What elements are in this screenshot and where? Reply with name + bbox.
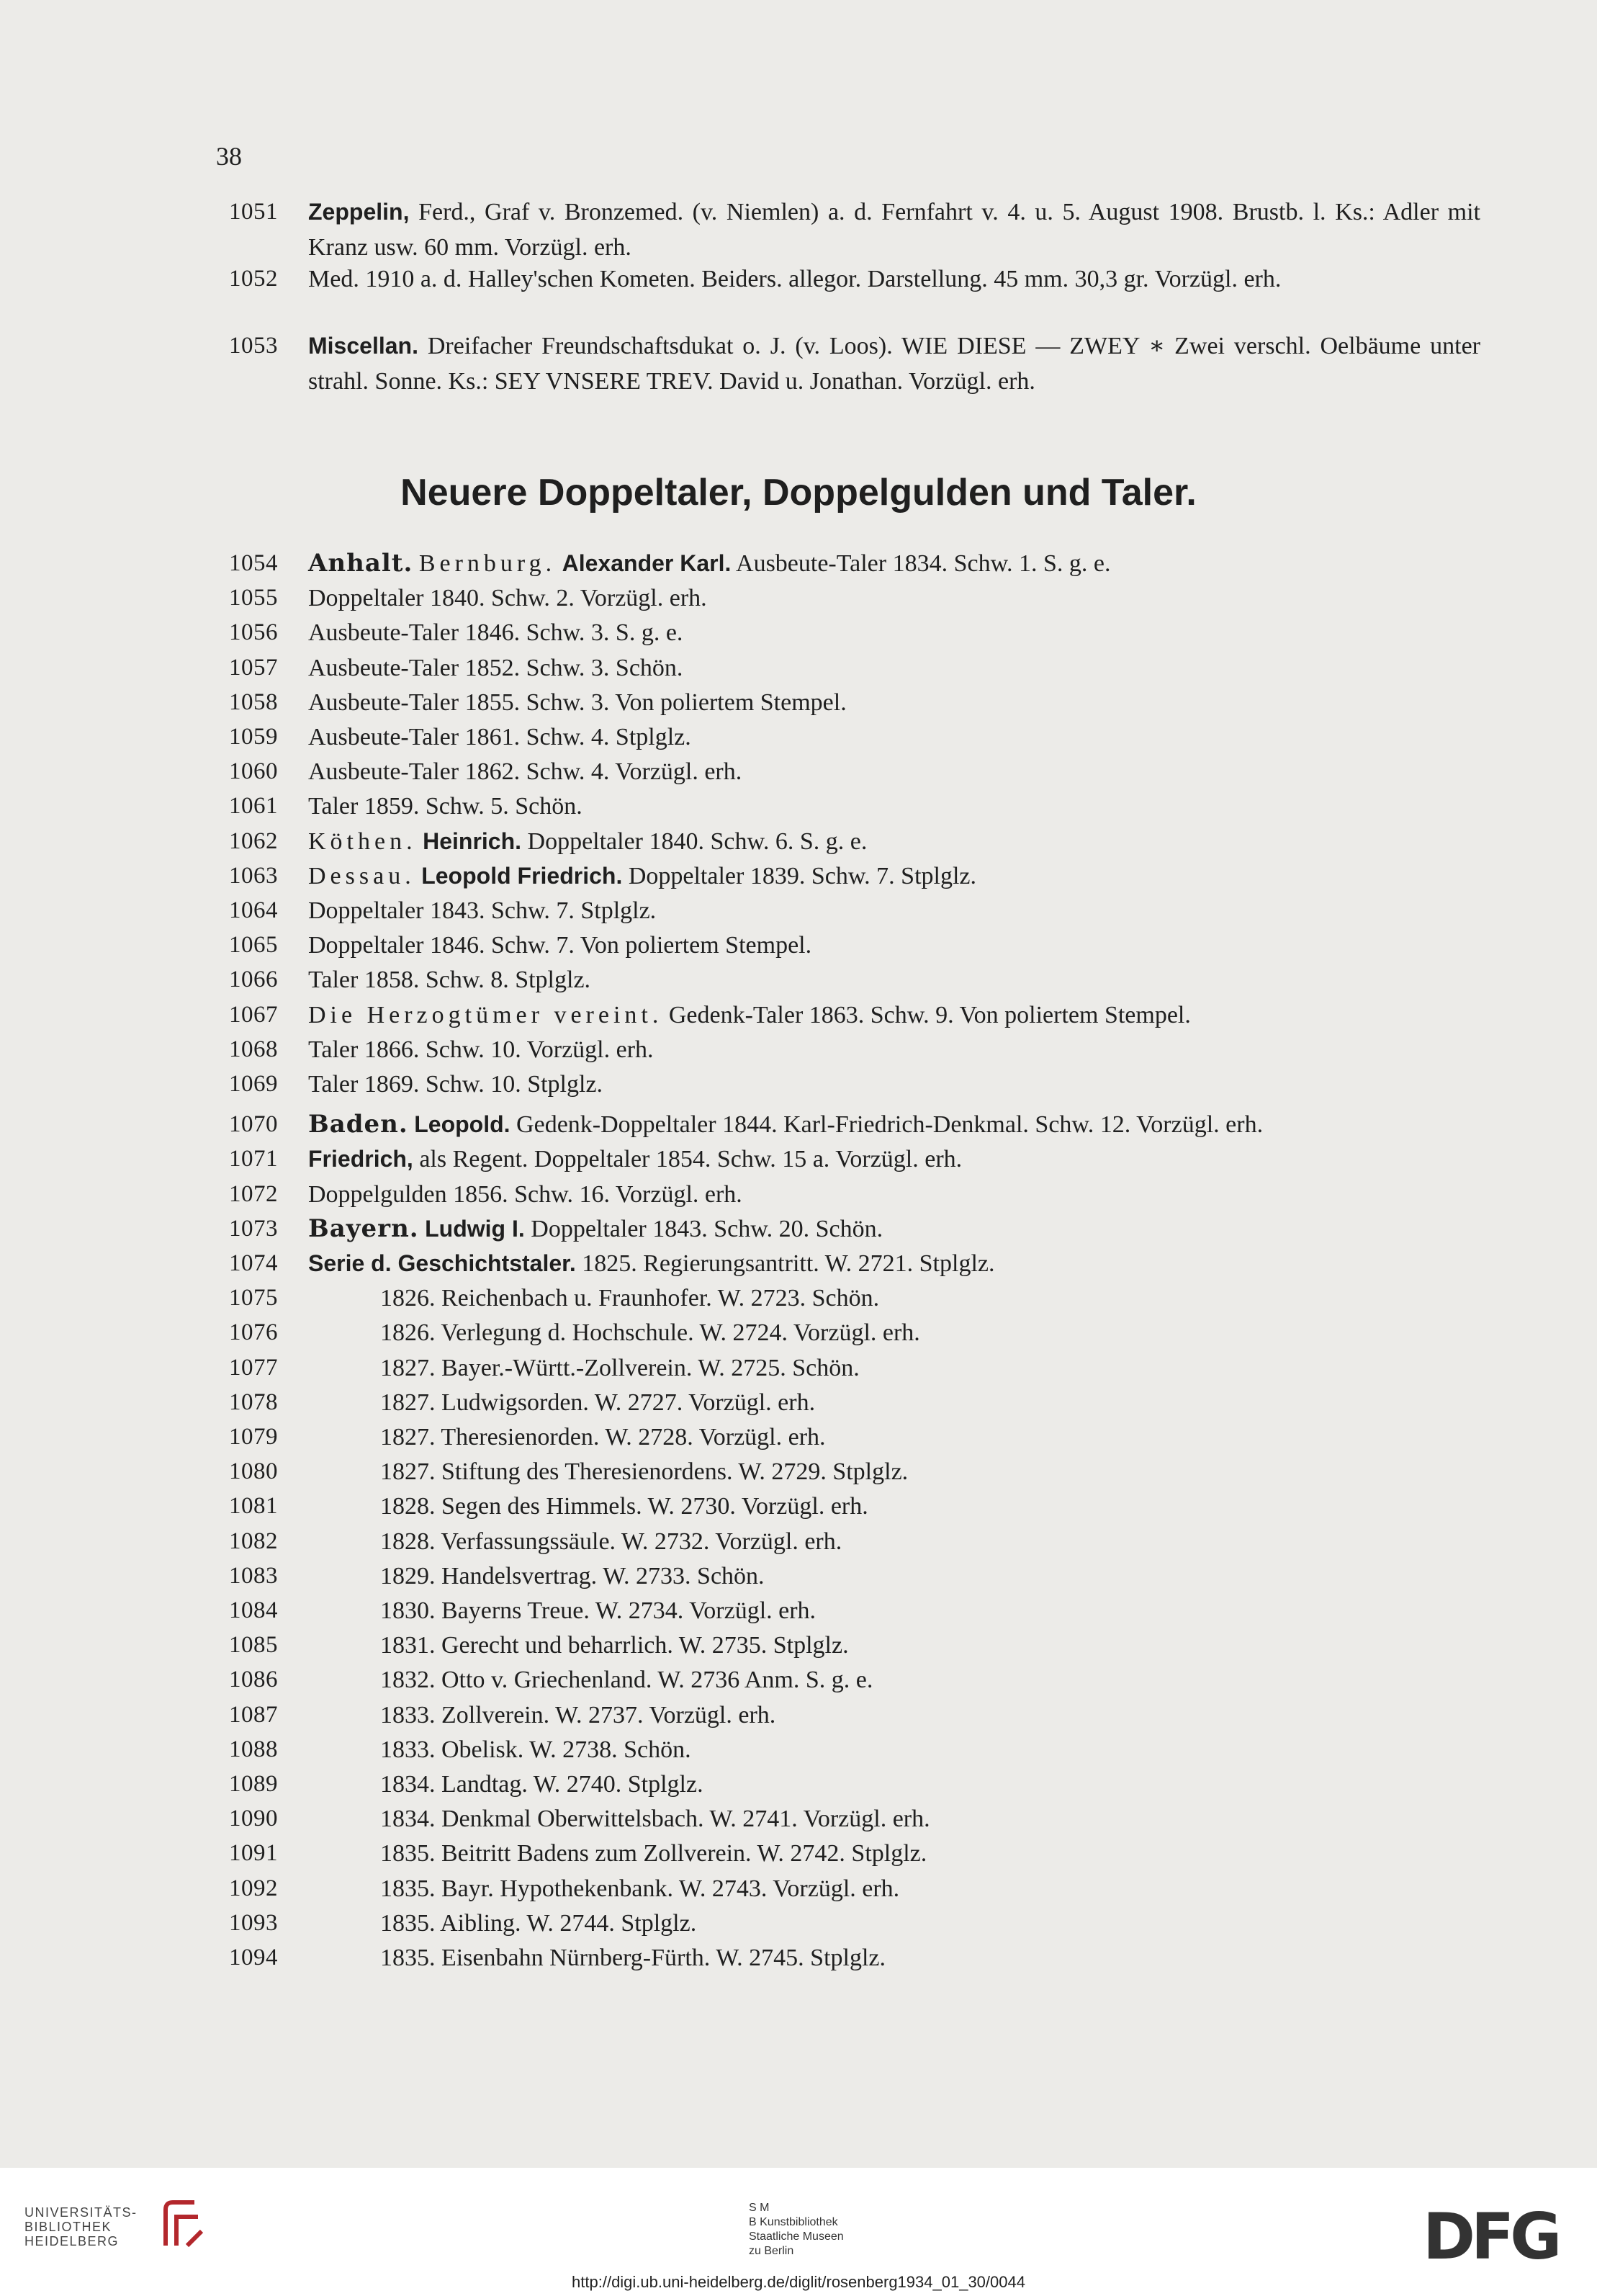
lot-text: 1835. Bayr. Hypothekenbank. W. 2743. Vorzügl. erh. <box>380 1875 900 1902</box>
lot-text: 1830. Bayerns Treue. W. 2734. Vorzügl. erh. <box>380 1597 817 1624</box>
lot-description <box>380 1628 1480 1663</box>
lot-number: 1056 <box>229 619 278 645</box>
lot-text: Taler 1859. Schw. 5. Schön. <box>308 793 582 820</box>
lot-number: 1076 <box>229 1319 278 1345</box>
lot-description <box>308 928 1480 963</box>
lot-description <box>308 1067 1480 1102</box>
lot-text: Gedenk-Doppeltaler 1844. Karl-Friedrich-Denkmal. Schw. 12. Vorzügl. erh. <box>510 1111 1264 1138</box>
state-heading: Baden. <box>308 1110 408 1139</box>
lot-description <box>380 1454 1480 1489</box>
lot-number: 1058 <box>229 689 278 715</box>
lot-number: 1083 <box>229 1563 278 1589</box>
lot-number: 1073 <box>229 1216 278 1242</box>
ruler-heading: Miscellan. <box>308 333 418 359</box>
lot-description <box>380 1732 1480 1767</box>
lot-number: 1065 <box>229 932 278 958</box>
lot-number: 1071 <box>229 1146 278 1172</box>
lot-number: 1069 <box>229 1071 278 1097</box>
lot-number: 1090 <box>229 1806 278 1831</box>
lot-description <box>308 1032 1480 1067</box>
lot-text: Doppeltaler 1839. Schw. 7. Stplglz. <box>622 863 976 889</box>
lot-description <box>308 546 1480 581</box>
footer-bar <box>0 2168 1597 2296</box>
lot-number: 1080 <box>229 1458 278 1484</box>
ruler-heading: Leopold. <box>414 1111 510 1137</box>
dfg-logo[interactable]: DFG <box>1423 2199 1558 2274</box>
lot-text: Doppeltaler 1840. Schw. 6. S. g. e. <box>521 828 868 855</box>
lot-description <box>308 328 1480 399</box>
lot-number: 1055 <box>229 585 278 611</box>
lot-number: 1072 <box>229 1181 278 1207</box>
lot-text: 1835. Beitritt Badens zum Zollverein. W. 2742. Stplglz. <box>380 1840 927 1867</box>
lot-text: 1827. Theresienorden. W. 2728. Vorzügl. erh. <box>380 1424 826 1450</box>
heidelberg-logo-icon <box>158 2195 209 2253</box>
lot-description <box>380 1524 1480 1559</box>
lot-text: 1826. Verlegung d. Hochschule. W. 2724. Vorzügl. erh. <box>380 1319 920 1346</box>
lot-description <box>380 1559 1480 1594</box>
lot-number: 1077 <box>229 1355 278 1381</box>
lot-text: Ausbeute-Taler 1846. Schw. 3. S. g. e. <box>308 619 683 646</box>
lot-text: 1834. Denkmal Oberwittelsbach. W. 2741. Vorzügl. erh. <box>380 1806 930 1832</box>
lot-number: 1059 <box>229 724 278 750</box>
lot-description <box>380 1871 1480 1906</box>
lot-text: Ausbeute-Taler 1862. Schw. 4. Vorzügl. erh. <box>308 758 742 785</box>
lot-text: 1825. Regierungsantritt. W. 2721. Stplglz. <box>575 1250 995 1277</box>
lot-text: Taler 1869. Schw. 10. Stplglz. <box>308 1071 603 1098</box>
lot-text: 1827. Bayer.-Württ.-Zollverein. W. 2725. Schön. <box>380 1355 860 1381</box>
lot-number: 1089 <box>229 1771 278 1797</box>
ruler-heading: Zeppelin, <box>308 199 410 225</box>
lot-description <box>308 893 1480 928</box>
lot-text: 1835. Aibling. W. 2744. Stplglz. <box>380 1910 697 1937</box>
lot-description <box>380 1836 1480 1871</box>
lot-text: Dreifacher Freundschaftsdukat o. J. (v. Loos). WIE DIESE — ZWEY ∗ Zwei verschl. Oelbäume unter strahl. Sonne. Ks.: SEY VNSERE TREV. David u. Jonathan. Vorzügl. erh. <box>308 333 1480 395</box>
lot-description <box>308 962 1480 997</box>
line-heading: Bernburg. <box>418 550 557 577</box>
lot-description <box>380 1385 1480 1420</box>
lot-number: 1081 <box>229 1493 278 1519</box>
lot-number: 1066 <box>229 967 278 992</box>
lot-text: als Regent. Doppeltaler 1854. Schw. 15 a. Vorzügl. erh. <box>413 1146 963 1172</box>
heidelberg-library-name: UNIVERSITÄTS- BIBLIOTHEK HEIDELBERG <box>24 2205 138 2248</box>
lot-number: 1062 <box>229 828 278 854</box>
lot-description <box>380 1420 1480 1455</box>
lot-number: 1052 <box>229 266 278 292</box>
source-url-link[interactable]: http://digi.ub.uni-heidelberg.de/diglit/rosenberg1934_01_30/0044 <box>572 2273 1025 2291</box>
lot-number: 1091 <box>229 1840 278 1866</box>
lot-number: 1093 <box>229 1910 278 1936</box>
lot-description <box>308 194 1480 265</box>
smb-kunstbibliothek-logo[interactable]: S M B Kunstbibliothek Staatliche Museen zu Berlin <box>749 2202 844 2257</box>
lot-description <box>380 1698 1480 1733</box>
lot-text: 1832. Otto v. Griechenland. W. 2736 Anm. S. g. e. <box>380 1667 873 1693</box>
lot-description <box>380 1489 1480 1524</box>
lot-description <box>308 1246 1480 1281</box>
lot-number: 1092 <box>229 1875 278 1901</box>
lot-number: 1057 <box>229 655 278 681</box>
lot-description <box>308 789 1480 824</box>
lot-description <box>308 719 1480 755</box>
lot-description <box>308 1211 1480 1247</box>
lot-number: 1094 <box>229 1945 278 1970</box>
section-title: Neuere Doppeltaler, Doppelgulden und Taler. <box>400 472 1197 514</box>
lot-text: 1828. Segen des Himmels. W. 2730. Vorzügl. erh. <box>380 1493 868 1520</box>
lot-number: 1070 <box>229 1111 278 1137</box>
lot-number: 1085 <box>229 1632 278 1658</box>
lot-number: 1078 <box>229 1389 278 1415</box>
lot-text: Med. 1910 a. d. Halley'schen Kometen. Beiders. allegor. Darstellung. 45 mm. 30,3 gr. Vorzügl. erh. <box>308 266 1282 292</box>
lot-number: 1074 <box>229 1250 278 1276</box>
state-heading: Anhalt. <box>308 549 413 578</box>
lot-number: 1061 <box>229 793 278 819</box>
lot-text: 1827. Stiftung des Theresienordens. W. 2729. Stplglz. <box>380 1458 909 1485</box>
lot-number: 1087 <box>229 1702 278 1728</box>
state-heading: Bayern. <box>308 1214 419 1243</box>
lot-number: 1051 <box>229 199 278 225</box>
lot-description <box>308 685 1480 720</box>
lot-text: 1827. Ludwigsorden. W. 2727. Vorzügl. erh. <box>380 1389 816 1416</box>
lot-number: 1063 <box>229 863 278 889</box>
lot-number: 1075 <box>229 1285 278 1311</box>
lot-description <box>380 1662 1480 1698</box>
lot-text: 1834. Landtag. W. 2740. Stplglz. <box>380 1771 703 1798</box>
lot-description <box>380 1281 1480 1316</box>
lot-description <box>308 1142 1480 1177</box>
lot-text: Doppeltaler 1843. Schw. 7. Stplglz. <box>308 897 657 924</box>
lot-number: 1084 <box>229 1597 278 1623</box>
lot-text: 1833. Obelisk. W. 2738. Schön. <box>380 1736 691 1763</box>
lot-text: Doppeltaler 1840. Schw. 2. Vorzügl. erh. <box>308 585 707 611</box>
lot-description <box>308 650 1480 686</box>
lot-text: Gedenk-Taler 1863. Schw. 9. Von poliertem Stempel. <box>668 1002 1191 1028</box>
lot-text: Doppeltaler 1843. Schw. 20. Schön. <box>524 1216 883 1242</box>
lot-text: 1829. Handelsvertrag. W. 2733. Schön. <box>380 1563 765 1589</box>
lot-number: 1068 <box>229 1036 278 1062</box>
lot-description <box>308 261 1480 297</box>
lot-text: 1831. Gerecht und beharrlich. W. 2735. Stplglz. <box>380 1632 849 1659</box>
lot-text: 1826. Reichenbach u. Fraunhofer. W. 2723. Schön. <box>380 1285 880 1311</box>
lot-text: 1828. Verfassungssäule. W. 2732. Vorzügl. erh. <box>380 1528 842 1555</box>
lot-number: 1086 <box>229 1667 278 1692</box>
lot-description <box>380 1906 1480 1941</box>
lot-text: 1833. Zollverein. W. 2737. Vorzügl. erh. <box>380 1702 776 1728</box>
lot-number: 1067 <box>229 1002 278 1028</box>
lot-number: 1082 <box>229 1528 278 1554</box>
page-number: 38 <box>216 142 242 171</box>
line-heading: Köthen. <box>308 828 417 855</box>
lot-description <box>380 1593 1480 1628</box>
lot-description <box>308 824 1480 859</box>
line-heading: Die Herzogtümer vereint. <box>308 1002 663 1028</box>
lot-description <box>380 1940 1480 1976</box>
lot-description <box>380 1767 1480 1802</box>
lot-description <box>380 1801 1480 1837</box>
lot-text: 1835. Eisenbahn Nürnberg-Fürth. W. 2745. Stplglz. <box>380 1945 886 1971</box>
lot-number: 1054 <box>229 550 278 576</box>
line-heading: Dessau. <box>308 863 415 889</box>
ruler-heading: Heinrich. <box>423 828 522 854</box>
lot-text: Ausbeute-Taler 1834. Schw. 1. S. g. e. <box>731 550 1111 577</box>
lot-text: Ausbeute-Taler 1852. Schw. 3. Schön. <box>308 655 683 681</box>
lot-description <box>308 754 1480 789</box>
lot-description <box>308 1107 1480 1142</box>
lot-description <box>308 580 1480 616</box>
lot-description <box>380 1315 1480 1350</box>
lot-number: 1053 <box>229 333 278 359</box>
lot-number: 1060 <box>229 758 278 784</box>
lot-number: 1079 <box>229 1424 278 1450</box>
ruler-heading: Serie d. Geschichtstaler. <box>308 1250 576 1276</box>
ruler-heading: Friedrich, <box>308 1146 413 1172</box>
lot-number: 1088 <box>229 1736 278 1762</box>
lot-description <box>308 997 1480 1033</box>
lot-description <box>380 1350 1480 1386</box>
lot-text: Taler 1858. Schw. 8. Stplglz. <box>308 967 591 993</box>
lot-description <box>308 615 1480 650</box>
lot-description <box>308 1177 1480 1212</box>
lot-text: Ausbeute-Taler 1861. Schw. 4. Stplglz. <box>308 724 691 750</box>
lot-text: Taler 1866. Schw. 10. Vorzügl. erh. <box>308 1036 654 1063</box>
lot-text: Doppeltaler 1846. Schw. 7. Von poliertem Stempel. <box>308 932 812 959</box>
ruler-heading: Alexander Karl. <box>562 550 732 576</box>
lot-description <box>308 858 1480 894</box>
lot-text: Ferd., Graf v. Bronzemed. (v. Niemlen) a. d. Fernfahrt v. 4. u. 5. August 1908. Brustb. l. Ks.: Adler mit Kranz usw. 60 mm. Vorzügl. erh. <box>308 199 1480 261</box>
lot-text: Ausbeute-Taler 1855. Schw. 3. Von poliertem Stempel. <box>308 689 847 716</box>
lot-text: Doppelgulden 1856. Schw. 16. Vorzügl. erh. <box>308 1181 742 1208</box>
ruler-heading: Leopold Friedrich. <box>421 863 623 889</box>
lot-number: 1064 <box>229 897 278 923</box>
ruler-heading: Ludwig I. <box>425 1216 525 1242</box>
